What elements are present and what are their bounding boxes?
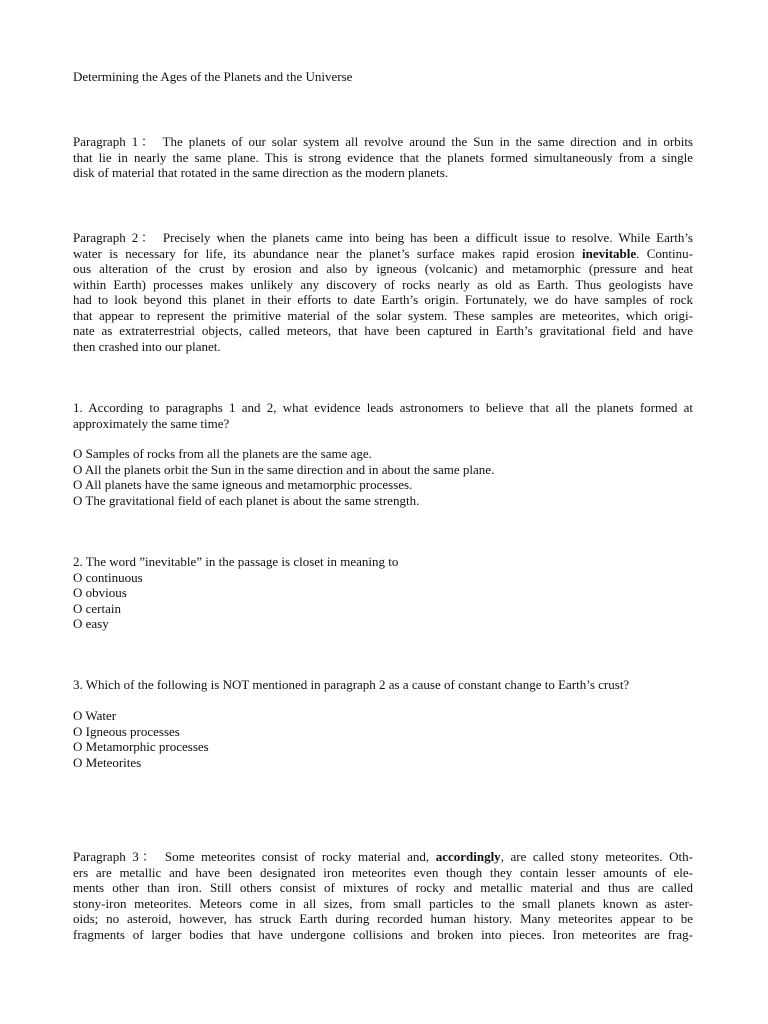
paragraph-3-line: Paragraph 3： Some meteorites consist of rocky material and, accordingly, are called stony meteorites. Oth- <box>73 849 693 864</box>
paragraph-2-line: water is necessary for life, its abundance near the planet’s surface makes rapid erosion inevitable. Continu- <box>73 245 693 261</box>
question-1 <box>73 400 693 431</box>
answer-option[interactable]: O certain <box>73 600 122 616</box>
answer-option[interactable]: O The gravitational field of each planet is about the same strength. <box>73 492 420 508</box>
answer-option[interactable]: O easy <box>73 616 109 631</box>
paragraph-2-line: Paragraph 2： Precisely when the planets came into being has been a difficult issue to resolve. While Earth’s <box>73 230 693 245</box>
question-1-options <box>73 446 693 508</box>
paragraph-1-line: Paragraph 1： The planets of our solar system all revolve around the Sun in the same direction and in orbits <box>73 134 693 149</box>
bold-word-accordingly: accordingly <box>435 849 501 864</box>
question-2-stem: 2. The word ”inevitable” in the passage is closet in meaning to <box>73 554 399 569</box>
question-3-options <box>73 708 693 770</box>
paragraph-3-line: fragments of larger bodies that have undergone collisions and broken into pieces. Iron meteorites are frag- <box>73 926 693 942</box>
paragraph-2-line: had to look beyond this planet in their efforts to date Earth’s origin. Fortunately, we do have samples of rock <box>73 292 693 307</box>
page-title <box>73 69 693 85</box>
answer-option[interactable]: O obvious <box>73 585 127 600</box>
answer-option[interactable]: O Metamorphic processes <box>73 739 209 754</box>
question-2 <box>73 554 693 632</box>
paragraph-3-line: ments other than iron. Still others consist of mixtures of rocky and metallic material and thus are called <box>73 880 693 895</box>
title-text: Determining the Ages of the Planets and the Universe <box>73 69 353 84</box>
answer-option[interactable]: O continuous <box>73 569 143 585</box>
paragraph-1 <box>73 134 693 181</box>
paragraph-1-line: disk of material that rotated in the same direction as the modern planets. <box>73 165 449 180</box>
paragraph-2-line: within Earth) processes makes unlikely any discovery of rocks nearly as old as Earth. Thus geologists have <box>73 276 693 292</box>
paragraph-3 <box>73 849 693 942</box>
paragraph-1-line: that lie in nearly the same plane. This is strong evidence that the planets formed simultaneously from a single <box>73 149 693 165</box>
bold-word-inevitable: inevitable <box>581 245 637 261</box>
paragraph-2-line: then crashed into our planet. <box>73 338 221 354</box>
paragraph-2 <box>73 230 693 354</box>
paragraph-2-line: nate as extraterrestrial objects, called meteors, that have been captured in Earth’s gravitational field and have <box>73 323 693 338</box>
answer-option[interactable]: O Meteorites <box>73 754 142 770</box>
answer-option[interactable]: O Samples of rocks from all the planets are the same age. <box>73 446 372 461</box>
question-1-stem: 1. According to paragraphs 1 and 2, what evidence leads astronomers to believe that all the planets formed at <box>73 400 693 415</box>
answer-option[interactable]: O Water <box>73 708 117 723</box>
paragraph-3-label: Paragraph 3： <box>73 849 159 864</box>
paragraph-3-line: stony-iron meteorites. Meteors come in all sizes, from small particles to the small planets known as aster- <box>73 895 693 911</box>
question-3-stem: 3. Which of the following is NOT mentioned in paragraph 2 as a cause of constant change to Earth’s crust? <box>73 677 630 692</box>
paragraph-2-line: that appear to represent the primitive material of the solar system. These samples are meteorites, which origi- <box>73 307 693 323</box>
paragraph-3-line: oids; no asteroid, however, has struck Earth during recorded human history. Many meteorites appear to be <box>73 911 693 926</box>
paragraph-1-label: Paragraph 1： <box>73 134 157 149</box>
answer-option[interactable]: O All planets have the same igneous and metamorphic processes. <box>73 477 413 492</box>
question-3 <box>73 677 693 693</box>
paragraph-2-label: Paragraph 2： <box>73 230 157 245</box>
paragraph-2-line: ous alteration of the crust by erosion and also by igneous (volcanic) and metamorphic (pressure and heat <box>73 261 693 276</box>
answer-option[interactable]: O All the planets orbit the Sun in the same direction and in about the same plane. <box>73 461 495 477</box>
question-1-stem: approximately the same time? <box>73 415 230 431</box>
answer-option[interactable]: O Igneous processes <box>73 723 180 739</box>
paragraph-3-line: ers are metallic and have been designated iron meteorites even though they contain lesser amounts of ele- <box>73 864 693 880</box>
